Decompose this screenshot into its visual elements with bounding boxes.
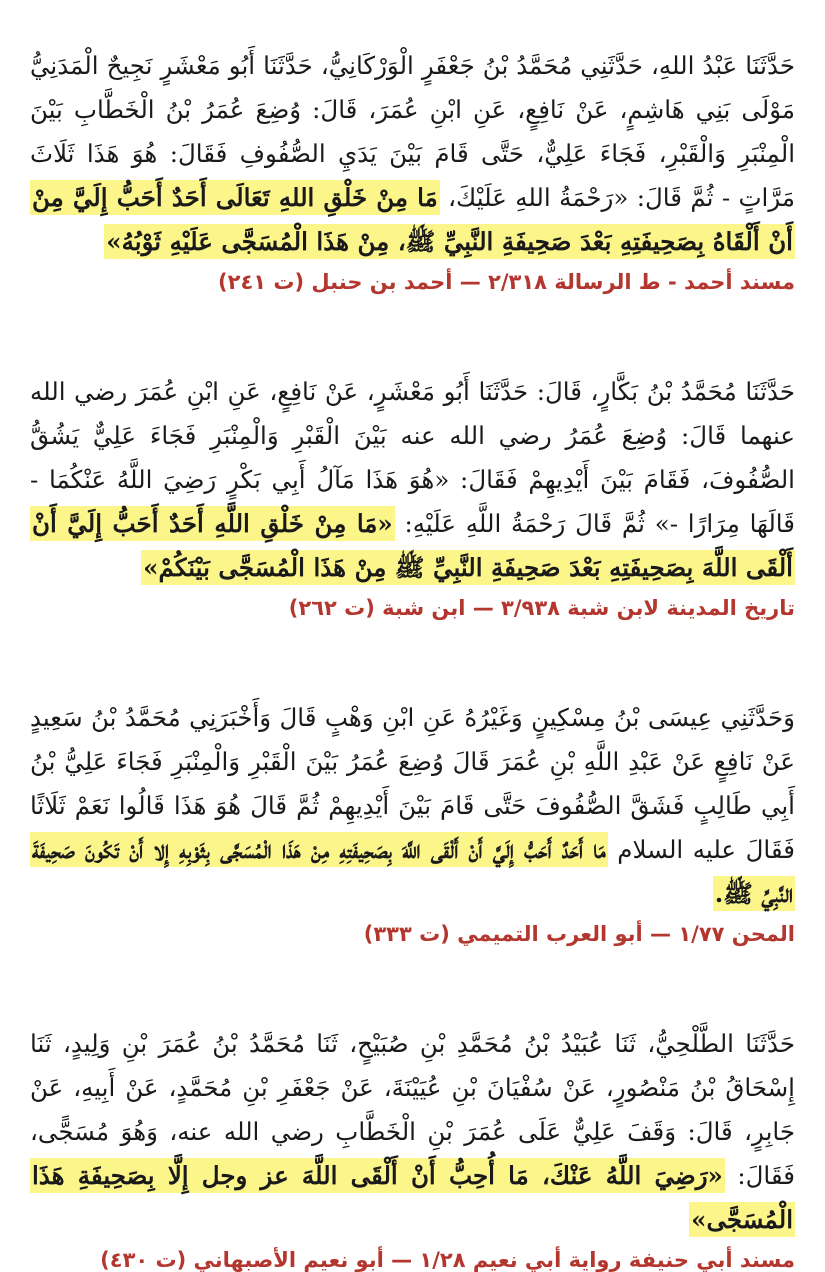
chain-text: حَدَّثَنَا الطَّلْحِيُّ، ثَنَا عُبَيْدُ بْنُ مُحَمَّدِ بْنِ صُبَيْحٍ، ثَنَا مُحَمَّدُ بْنُ عُمَرَ بْنِ وَلِيدٍ، ثَنَا إِسْحَاقُ بْنُ مَنْصُورٍ، عَنْ سُفْيَانَ بْنِ عُيَيْنَةَ، عَنْ جَعْفَرِ بْنِ مُحَمَّدٍ، عَنْ أَبِيهِ، عَنْ جَابِرٍ، قَالَ: وَقَفَ عَلِيٌّ عَلَى عُمَرَ بْنِ الْخَطَّابِ رضي الله عنه، وَهُوَ مُسَجًّى، فَقَالَ: [30,1029,795,1190]
chain-text: حَدَّثَنَا عَبْدُ اللهِ، حَدَّثَنِي مُحَمَّدُ بْنُ جَعْفَرٍ الْوَرْكَانِيُّ، حَدَّثَنَا أَبُو مَعْشَرٍ نَجِيحٌ الْمَدَنِيُّ مَوْلَى بَنِي هَاشِمٍ، عَنْ نَافِعٍ، عَنِ ابْنِ عُمَرَ، قَالَ: وُضِعَ عُمَرُ بْنُ الْخَطَّابِ بَيْنَ الْمِنْبَرِ وَالْقَبْرِ، فَجَاءَ عَلِيٌّ، حَتَّى قَامَ بَيْنَ يَدَيِ الصُّفُوفِ فَقَالَ: هُوَ هَذَا ثَلَاثَ مَرَّاتٍ - ثُمَّ قَالَ: «رَحْمَةُ اللهِ عَلَيْكَ، [30,51,795,212]
narration-3 [30,696,795,946]
narration-1 [30,44,795,294]
source-citation: مسند أحمد - ط الرسالة ٢/٣١٨ — أحمد بن حنبل (ت ٢٤١) [218,270,795,294]
narration-text [30,696,795,916]
narration-text [30,44,795,264]
narration-text [30,1022,795,1242]
source-citation: المحن ١/٧٧ — أبو العرب التميمي (ت ٣٣٣) [363,922,795,946]
highlighted-quote: «رَضِيَ اللَّهُ عَنْكَ، مَا أُحِبُّ أَنْ أَلْقَى اللَّهَ عز وجل إِلَّا بِصَحِيفَةِ هَذَا الْمُسَجَّى» [30,1158,795,1237]
highlighted-quote: مَا مِنْ خَلْقِ اللهِ تَعَالَى أَحَدٌ أَحَبُّ إِلَيَّ مِنْ أَنْ أَلْقَاهُ بِصَحِيفَتِهِ بَعْدَ صَحِيفَةِ النَّبِيِّ ﷺ، مِنْ هَذَا الْمُسَجَّى عَلَيْهِ ثَوْبُهُ» [30,180,795,259]
highlighted-quote: «مَا مِنْ خَلْقِ اللَّهِ أَحَدٌ أَحَبُّ إِلَيَّ أَنْ أَلْقَى اللَّهَ بِصَحِيفَتِهِ بَعْدَ صَحِيفَةِ النَّبِيِّ ﷺ مِنْ هَذَا الْمُسَجَّى بَيْنَكُمْ» [30,506,795,585]
chain-text: وَحَدَّثَنِي عِيسَى بْنُ مِسْكِينٍ وَغَيْرُهُ عَنِ ابْنِ وَهْبٍ قَالَ وَأَخْبَرَنِي مُحَمَّدُ بْنُ سَعِيدٍ عَنْ نَافِعٍ عَنْ عَبْدِ اللَّهِ بْنِ عُمَرَ قَالَ وُضِعَ عُمَرُ بَيْنَ الْقَبْرِ وَالْمِنْبَرِ فَجَاءَ عَلِيُّ بْنُ أَبِي طَالِبٍ فَشَقَّ الصُّفُوفَ حَتَّى قَامَ بَيْنَ أَيْدِيهِمْ ثُمَّ قَالَ هُوَ هَذَا قَالُوا نَعَمْ ثَلَاثًا فَقَالَ عليه السلام [30,703,795,864]
source-citation: مسند أبي حنيفة رواية أبي نعيم ١/٢٨ — أبو نعيم الأصبهاني (ت ٤٣٠) [100,1248,795,1272]
chain-text: حَدَّثَنَا مُحَمَّدُ بْنُ بَكَّارٍ، قَالَ: حَدَّثَنَا أَبُو مَعْشَرٍ، عَنْ نَافِعٍ، عَنِ ابْنِ عُمَرَ رضي الله عنهما قَالَ: وُضِعَ عُمَرُ رضي الله عنه بَيْنَ الْقَبْرِ وَالْمِنْبَرِ فَجَاءَ عَلِيٌّ يَشُقُّ الصُّفُوفَ، فَقَامَ بَيْنَ أَيْدِيهِمْ فَقَالَ: «هُوَ هَذَا مَآلُ أَبِي بَكْرٍ رَضِيَ اللَّهُ عَنْكُمَا - قَالَهَا مِرَارًا -» ثُمَّ قَالَ رَحْمَةُ اللَّهِ عَلَيْهِ: [30,377,795,538]
narration-text [30,370,795,590]
narration-2 [30,370,795,620]
highlighted-quote: مَا أَحَدٌ أَحَبُّ إِلَيَّ أَنْ أَلْقَى اللَّهَ بِصَحِيفَتِهِ مِنْ هَذَا الْمُسَجَّى بِثَوْبِهِ إِلا أَنْ تَكُونَ صَحِيفَةَ النَّبِيِّ ﷺ. [30,832,795,911]
narration-4 [30,1022,795,1272]
source-citation: تاريخ المدينة لابن شبة ٣/٩٣٨ — ابن شبة (ت ٢٦٢) [288,596,795,620]
